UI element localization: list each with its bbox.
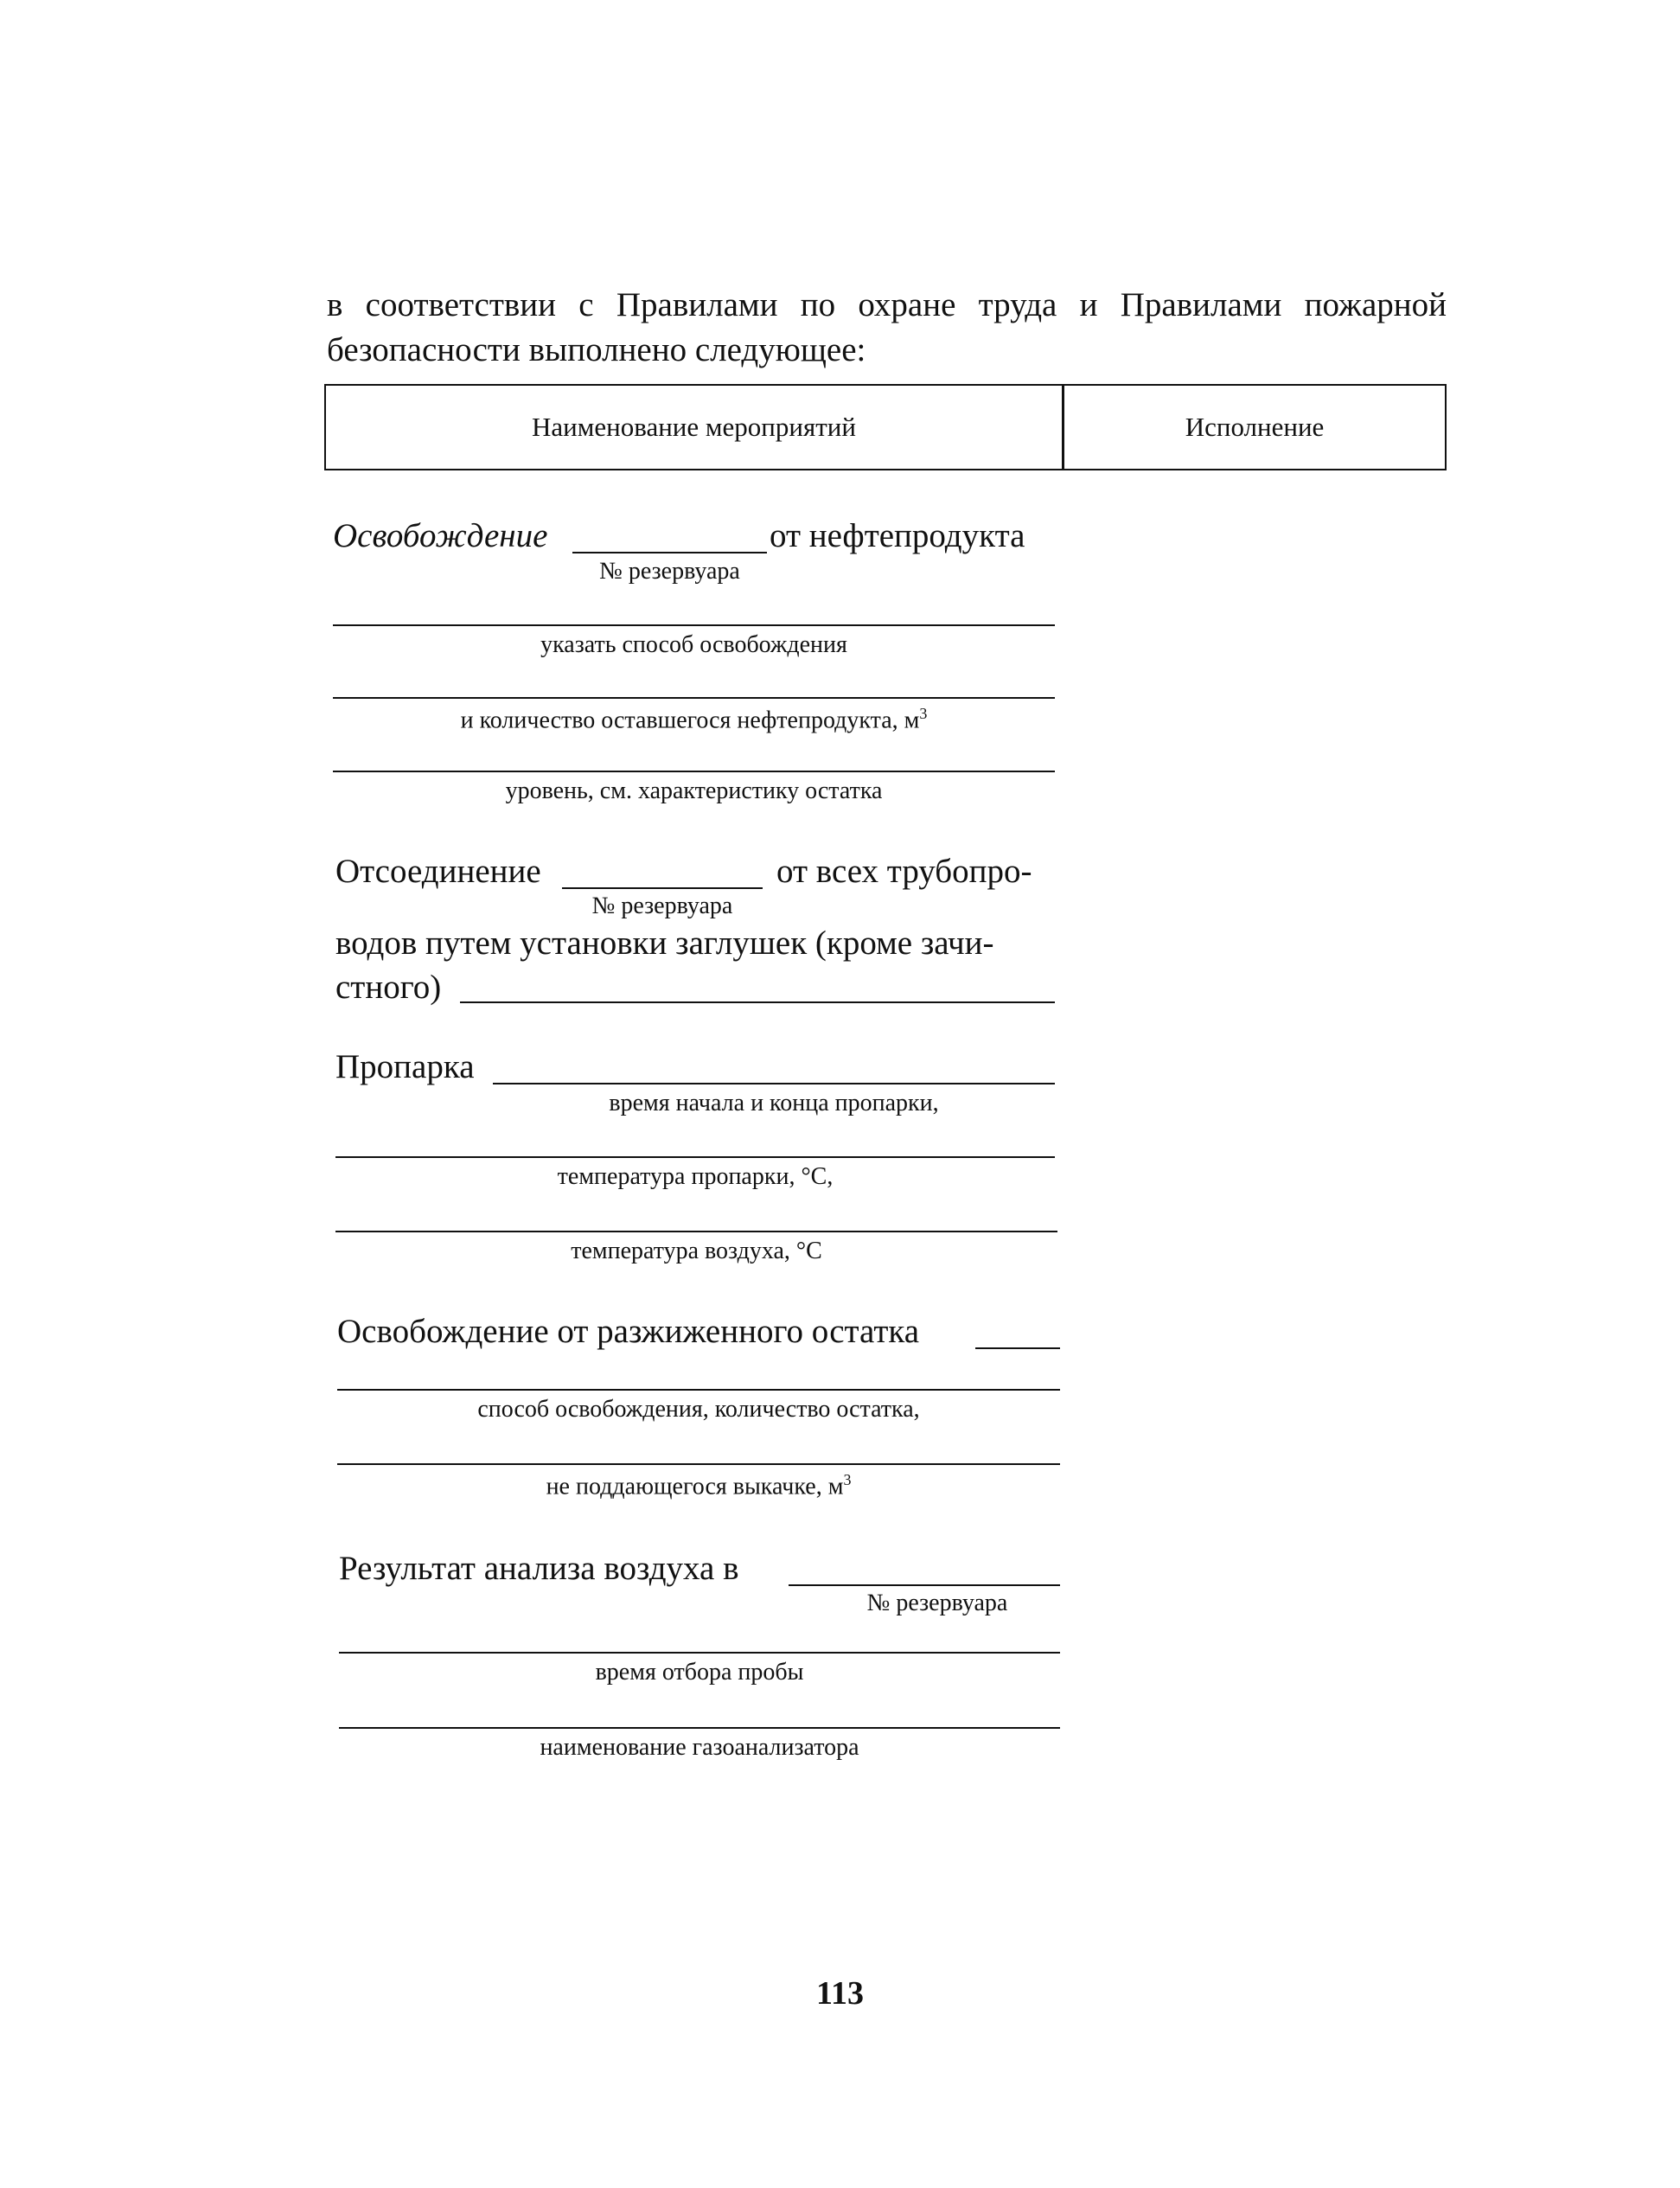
release-title: Освобождение bbox=[333, 517, 548, 554]
disconnection-line3: стного) bbox=[335, 969, 442, 1006]
measures-table-header bbox=[324, 384, 1447, 470]
disconnection-tank-caption: № резервуара bbox=[591, 892, 733, 919]
level-caption: уровень, см. характеристику остатка bbox=[505, 777, 883, 804]
remaining-quantity-field[interactable] bbox=[333, 697, 1055, 699]
disconnection-detail-field[interactable] bbox=[460, 1001, 1055, 1003]
disconnection-line2: водов путем установки заглушек (кроме зачи- bbox=[335, 924, 994, 962]
disconnection-tail: от всех трубопро- bbox=[776, 853, 1032, 890]
tank-number-caption: № резервуара bbox=[599, 558, 740, 585]
level-field[interactable] bbox=[333, 771, 1055, 772]
column-header-measures: Наименование мероприятий bbox=[326, 386, 1064, 469]
tank-number-field[interactable] bbox=[572, 552, 767, 553]
column-header-execution: Исполнение bbox=[1185, 412, 1325, 442]
steaming-time-caption: время начала и конца пропарки, bbox=[609, 1090, 939, 1116]
steaming-title: Пропарка bbox=[335, 1048, 475, 1085]
residue-method-field[interactable] bbox=[337, 1389, 1060, 1391]
air-temperature-field[interactable] bbox=[335, 1231, 1057, 1232]
sample-time-caption: время отбора пробы bbox=[595, 1659, 804, 1686]
gas-analyzer-field[interactable] bbox=[339, 1727, 1060, 1729]
release-method-field[interactable] bbox=[333, 624, 1055, 626]
air-temperature-caption: температура воздуха, °С bbox=[571, 1238, 822, 1264]
release-method-caption: указать способ освобождения bbox=[540, 631, 847, 658]
remaining-quantity-caption: и количество оставшегося нефтепродукта, $м^3$ bbox=[460, 705, 928, 734]
page-number: 113 bbox=[816, 1975, 864, 2012]
air-analysis-tank-caption: № резервуара bbox=[866, 1590, 1008, 1616]
steaming-time-field[interactable] bbox=[493, 1083, 1055, 1084]
disconnection-title: Отсоединение bbox=[335, 853, 541, 890]
residue-release-title: Освобождение от разжиженного остатка bbox=[337, 1313, 920, 1350]
air-analysis-tank-field[interactable] bbox=[789, 1584, 1060, 1586]
residue-short-field[interactable] bbox=[975, 1347, 1060, 1349]
steaming-temperature-field[interactable] bbox=[335, 1156, 1055, 1158]
residue-not-pumped-caption: не поддающегося выкачке, $м^3$ bbox=[546, 1471, 852, 1500]
sample-time-field[interactable] bbox=[339, 1652, 1060, 1654]
residue-method-caption: способ освобождения, количество остатка, bbox=[477, 1396, 920, 1423]
disconnection-tank-field[interactable] bbox=[562, 887, 763, 889]
release-tail: от нефтепродукта bbox=[770, 517, 1025, 554]
residue-not-pumped-field[interactable] bbox=[337, 1463, 1060, 1465]
steaming-temperature-caption: температура пропарки, °С, bbox=[557, 1163, 834, 1190]
air-analysis-title: Результат анализа воздуха в bbox=[339, 1550, 739, 1587]
intro-paragraph: в соответствии с Правилами по охране труда и Правилами пожарной безопасности выполнено следующее: bbox=[327, 286, 1447, 368]
gas-analyzer-caption: наименование газоанализатора bbox=[540, 1734, 859, 1761]
